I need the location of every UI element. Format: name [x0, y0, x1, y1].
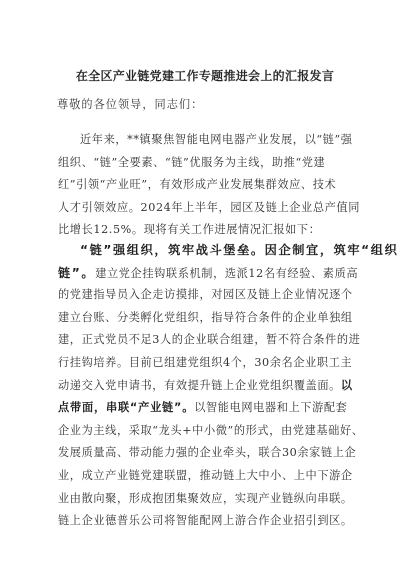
- sub-heading-start: 以: [340, 378, 353, 392]
- paragraph-line: 发展质量高、带动能力强的企业牵头，联合30余家链上企: [58, 446, 357, 460]
- paragraph-line: 行挂钩培养。目前已组建党组织4个，30余名企业职工主: [58, 355, 353, 369]
- paragraph-line: [58, 397, 358, 420]
- sub-heading: 点带面，串联“产业链”。: [58, 401, 195, 415]
- paragraph-line: 建，正式党员不足3人的企业联合组建，暂不符合条件的进: [58, 333, 361, 347]
- paragraph-line: [58, 375, 358, 398]
- paragraph-line: 链上企业德普乐公司将智能配网上游合作企业招引到区。: [58, 514, 353, 528]
- paragraph-line: 人才引领效应。2024年上半年，园区及链上企业总产值同: [58, 200, 360, 214]
- paragraph-line: 企业为主线，采取“龙头+中小微”的形式，由党建基础好、: [58, 423, 364, 437]
- paragraph-line: 的党建指导员入企走访摸排，对园区及链上企业情况逐个: [58, 288, 353, 302]
- paragraph-line: 业由散向聚，形成抱团集聚效应，实现产业链纵向串联。: [58, 491, 353, 505]
- salutation: 尊敬的各位领导，同志们：: [57, 98, 204, 111]
- section-heading-end: 链”。: [58, 265, 96, 280]
- paragraph-line: [58, 262, 358, 285]
- paragraph-organization: [58, 239, 399, 533]
- section-heading: “链”强组织，筑牢战斗堡垒。因企制宜，筑牢“组织: [80, 243, 399, 257]
- paragraph-text: 以智能电网电器和上下游配套: [194, 401, 348, 415]
- paragraph-line: 组织、“链”全要素、“链”优服务为主线，助推“党建: [58, 155, 326, 169]
- paragraph-line: 近年来，**镇聚焦智能电网电器产业发展，以“链”强: [80, 133, 353, 146]
- paragraph-text: 动递交入党申请书，有效提升链上企业党组织覆盖面。: [58, 378, 341, 392]
- paragraph-intro: [58, 129, 358, 242]
- document-title: 在全区产业链党建工作专题推进会上的汇报发言: [75, 69, 335, 83]
- paragraph-line: 业，成立产业链党建联盟，推动链上大中小、上中下游企: [58, 468, 353, 482]
- paragraph-line: [58, 239, 399, 262]
- paragraph-line: 比增长12.5%。现将有关工作进展情况汇报如下：: [58, 223, 321, 237]
- paragraph-line: 建立台账、分类孵化党组织，指导符合条件的企业单独组: [58, 310, 353, 324]
- paragraph-line: 红”引领“产业旺”，有效形成产业发展集群效应、技术: [58, 178, 337, 192]
- paragraph-text: 建立党企挂钩联系机制，选派12名有经验、素质高: [95, 266, 359, 280]
